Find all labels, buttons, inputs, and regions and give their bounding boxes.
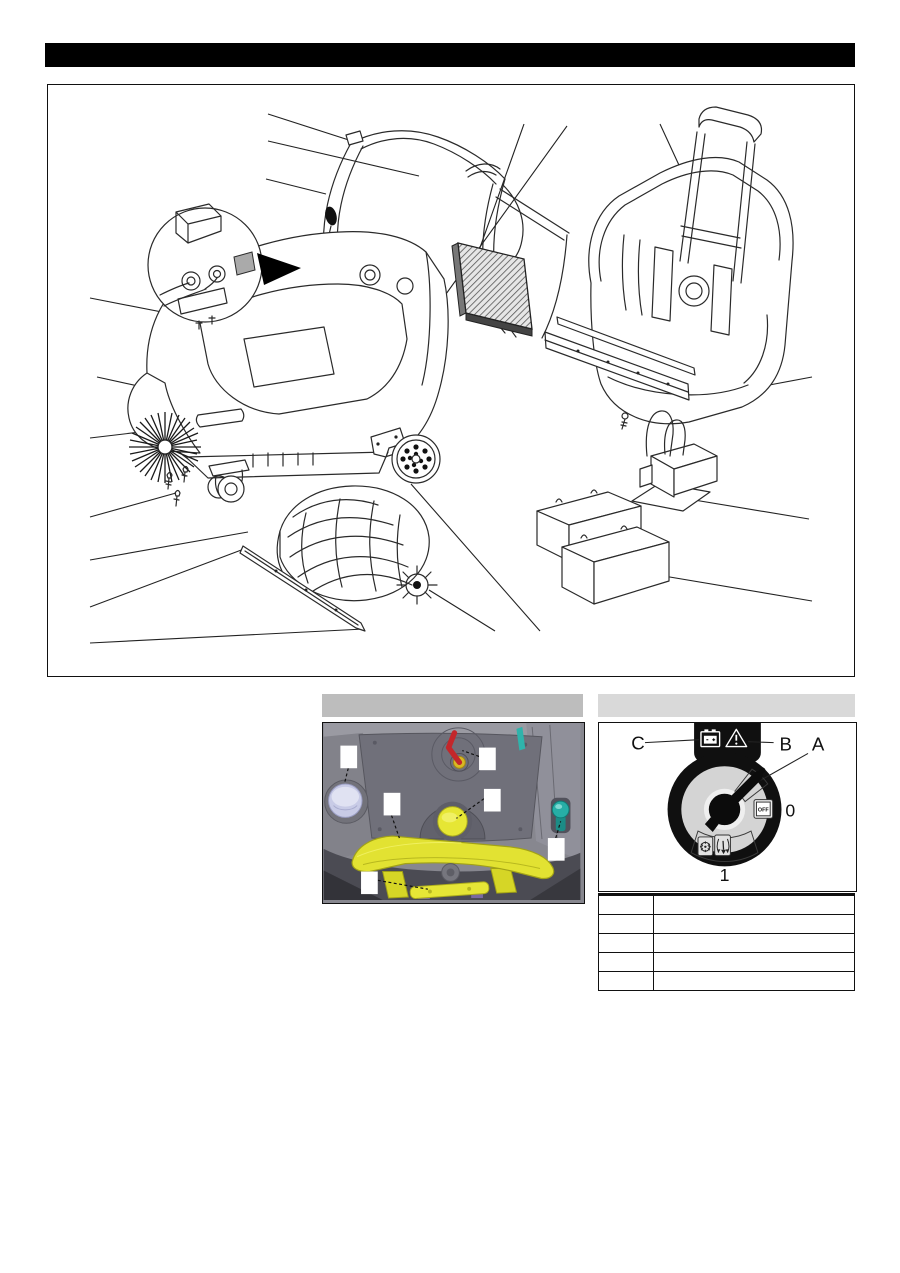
battery-icon <box>701 729 720 746</box>
dust-filter <box>452 243 532 336</box>
exploded-view-drawing <box>48 85 854 675</box>
control-panel-illustration <box>323 723 581 900</box>
sweep-mode-icons <box>698 835 730 856</box>
ref-cell <box>599 972 654 991</box>
desc-cell <box>654 934 855 953</box>
key-switch-figure <box>598 722 857 892</box>
battery-charger <box>632 411 717 511</box>
label-c: C <box>631 732 645 754</box>
desc-cell <box>654 953 855 972</box>
off-label: OFF <box>757 807 769 814</box>
page-title-bar <box>45 43 855 67</box>
waste-hopper <box>589 107 793 424</box>
control-panel-figure <box>322 722 585 904</box>
yellow-knob <box>433 802 472 841</box>
ref-cell <box>599 915 654 934</box>
table-row <box>599 895 855 915</box>
off-position-icon <box>754 800 773 819</box>
label-1: 1 <box>719 865 730 886</box>
key-switch-figure-header <box>598 694 855 717</box>
control-panel-figure-header <box>322 694 583 717</box>
side-brush <box>129 412 201 483</box>
desc-cell <box>654 915 855 934</box>
table-row <box>599 934 855 953</box>
table-row <box>599 915 855 934</box>
exploded-view-figure <box>47 84 855 677</box>
desc-cell <box>654 972 855 991</box>
filler-cap <box>325 780 368 823</box>
label-0: 0 <box>785 800 796 821</box>
teal-knob <box>551 798 571 833</box>
ref-cell <box>599 934 654 953</box>
table-row <box>599 953 855 972</box>
key-switch-diagram <box>599 723 853 888</box>
desc-cell <box>654 895 855 915</box>
ref-cell <box>599 953 654 972</box>
table-row <box>599 972 855 991</box>
label-a: A <box>811 733 825 755</box>
caster-wheel <box>208 460 249 502</box>
fastening-screws <box>166 467 188 507</box>
legend-table <box>598 893 855 991</box>
label-b: B <box>779 733 792 755</box>
screw <box>621 413 628 429</box>
ref-cell <box>599 895 654 915</box>
